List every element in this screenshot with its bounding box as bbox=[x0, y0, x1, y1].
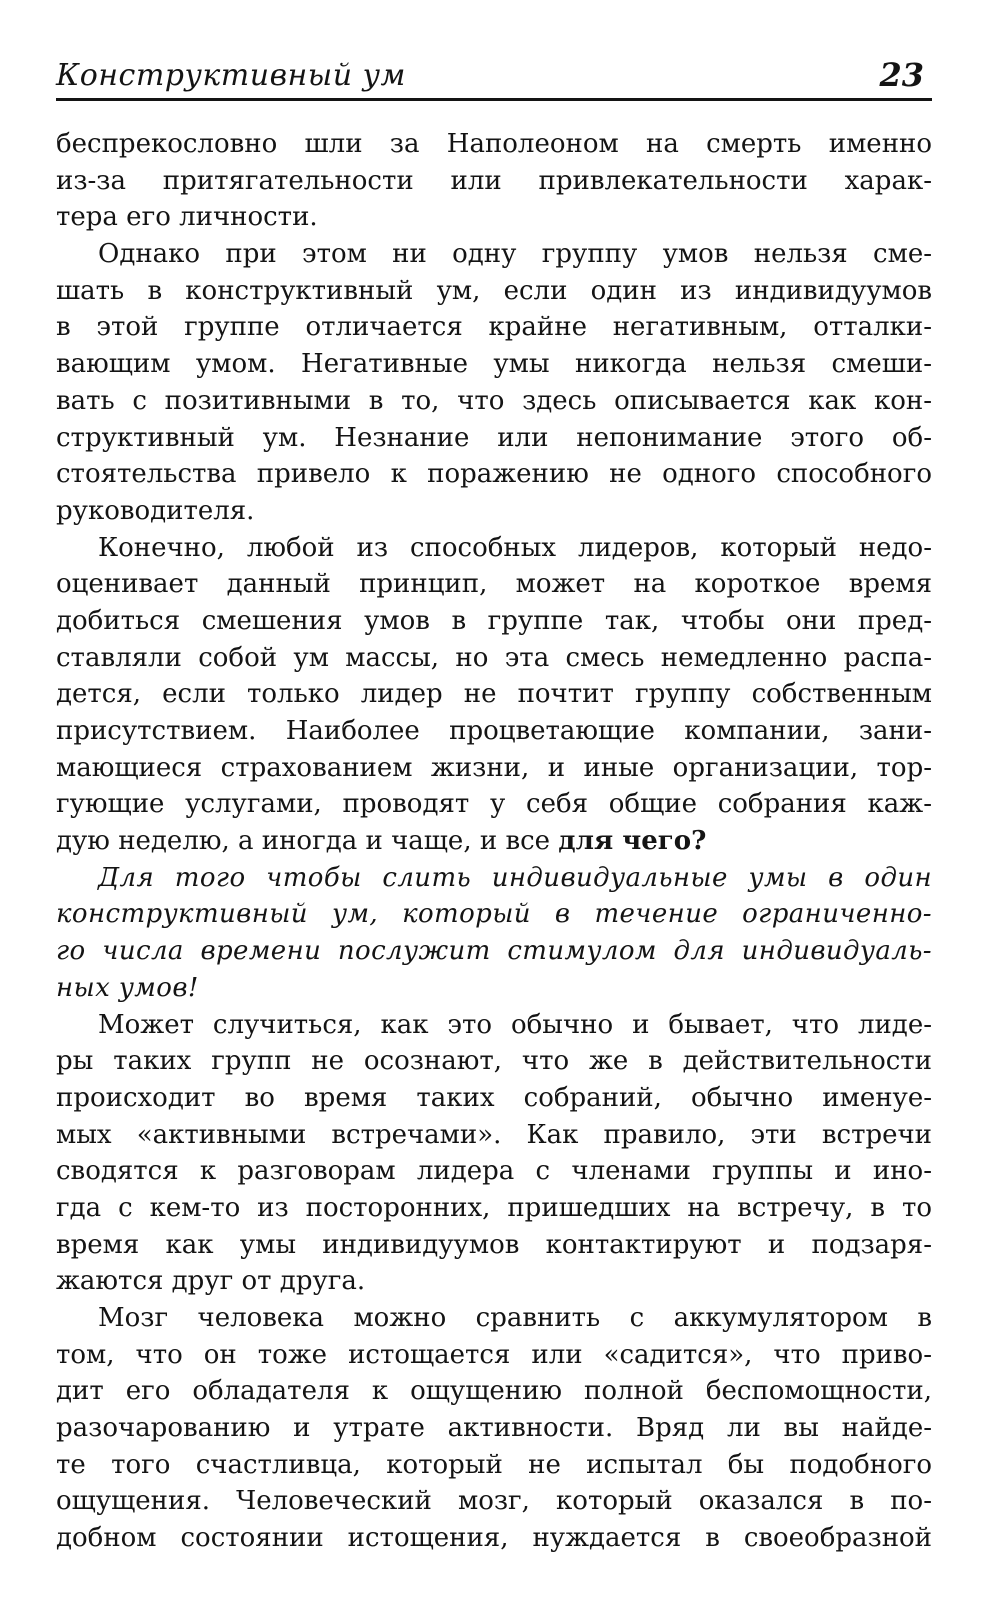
italic-line: ных умов! bbox=[56, 972, 199, 1003]
text-line: гда с кем-то из посторонних, пришедших на встречу, в то bbox=[56, 1192, 932, 1223]
text-line: добном состоянии истощения, нуждается в своеобразной bbox=[56, 1523, 932, 1554]
text-line: структивный ум. Незнание или непонимание этого об- bbox=[56, 422, 932, 453]
text-line: в этой группе отличается крайне негативным, отталки- bbox=[56, 312, 932, 343]
text-line: Мозг человека можно сравнить с аккумулятором в bbox=[98, 1303, 932, 1333]
text-line bbox=[56, 823, 932, 860]
running-head bbox=[56, 52, 932, 101]
text-line: время как умы индивидуумов контактируют и подзаря- bbox=[56, 1229, 932, 1260]
text-line: стоятельства привело к поражению не одного способного bbox=[56, 459, 932, 490]
text-line: Конечно, любой из способных лидеров, который недо- bbox=[98, 532, 932, 563]
bold-phrase: для чего? bbox=[558, 826, 707, 857]
page-number: 23 bbox=[879, 56, 924, 94]
text-line: том, что он тоже истощается или «садится», что приво- bbox=[56, 1339, 932, 1370]
text-line: тера его личности. bbox=[56, 202, 318, 233]
italic-line: Для того чтобы слить индивидуальные умы в один bbox=[98, 862, 932, 893]
italic-line: конструктивный ум, который в течение ограниченно- bbox=[56, 899, 932, 930]
text-line: жаются друг от друга. bbox=[56, 1266, 366, 1297]
text-line: оценивает данный принцип, может на короткое время bbox=[56, 569, 932, 600]
text-line: руководителя. bbox=[56, 495, 255, 526]
italic-line: го числа времени послужит стимулом для индивидуаль- bbox=[56, 936, 932, 967]
text-line: мающиеся страхованием жизни, и иные организации, тор- bbox=[56, 752, 932, 783]
text-line: Может случиться, как это обычно и бывает, что лиде- bbox=[98, 1009, 932, 1040]
text-line: Однако при этом ни одну группу умов нельзя сме- bbox=[98, 239, 932, 270]
text-line: беспрекословно шли за Наполеоном на смерть именно bbox=[56, 129, 932, 159]
text-line: происходит во время таких собраний, обычно именуе- bbox=[56, 1082, 932, 1113]
text-line: ощущения. Человеческий мозг, который оказался в по- bbox=[56, 1486, 932, 1517]
text-line: ставляли собой ум массы, но эта смесь немедленно распа- bbox=[56, 642, 932, 673]
text-line: дется, если только лидер не почтит группу собственным bbox=[56, 679, 932, 710]
text-line-plain: дую неделю, а иногда и чаще, и все bbox=[56, 826, 559, 857]
text-line: шать в конструктивный ум, если один из индивидуумов bbox=[56, 275, 932, 306]
text-line: вать с позитивными в то, что здесь описывается как кон- bbox=[56, 385, 932, 416]
text-line: дит его обладателя к ощущению полной беспомощности, bbox=[56, 1376, 932, 1407]
text-line: из-за притягательности или привлекательности харак- bbox=[56, 165, 932, 196]
text-line: вающим умом. Негативные умы никогда нельзя смеши- bbox=[56, 349, 932, 380]
text-line: разочарованию и утрате активности. Вряд ли вы найде- bbox=[56, 1413, 932, 1444]
text-line: добиться смешения умов в группе так, чтобы они пред- bbox=[56, 605, 932, 636]
body-text bbox=[56, 126, 932, 1557]
text-line: ры таких групп не осознают, что же в действительности bbox=[56, 1046, 932, 1077]
text-line: те того счастливца, который не испытал бы подобного bbox=[56, 1449, 932, 1480]
text-line: присутствием. Наиболее процветающие компании, зани- bbox=[56, 716, 932, 746]
text-line: сводятся к разговорам лидера с членами группы и ино- bbox=[56, 1156, 932, 1187]
text-line: мых «активными встречами». Как правило, эти встречи bbox=[56, 1119, 932, 1150]
text-line: гующие услугами, проводят у себя общие собрания каж- bbox=[56, 789, 932, 820]
chapter-title: Конструктивный ум bbox=[56, 58, 406, 93]
